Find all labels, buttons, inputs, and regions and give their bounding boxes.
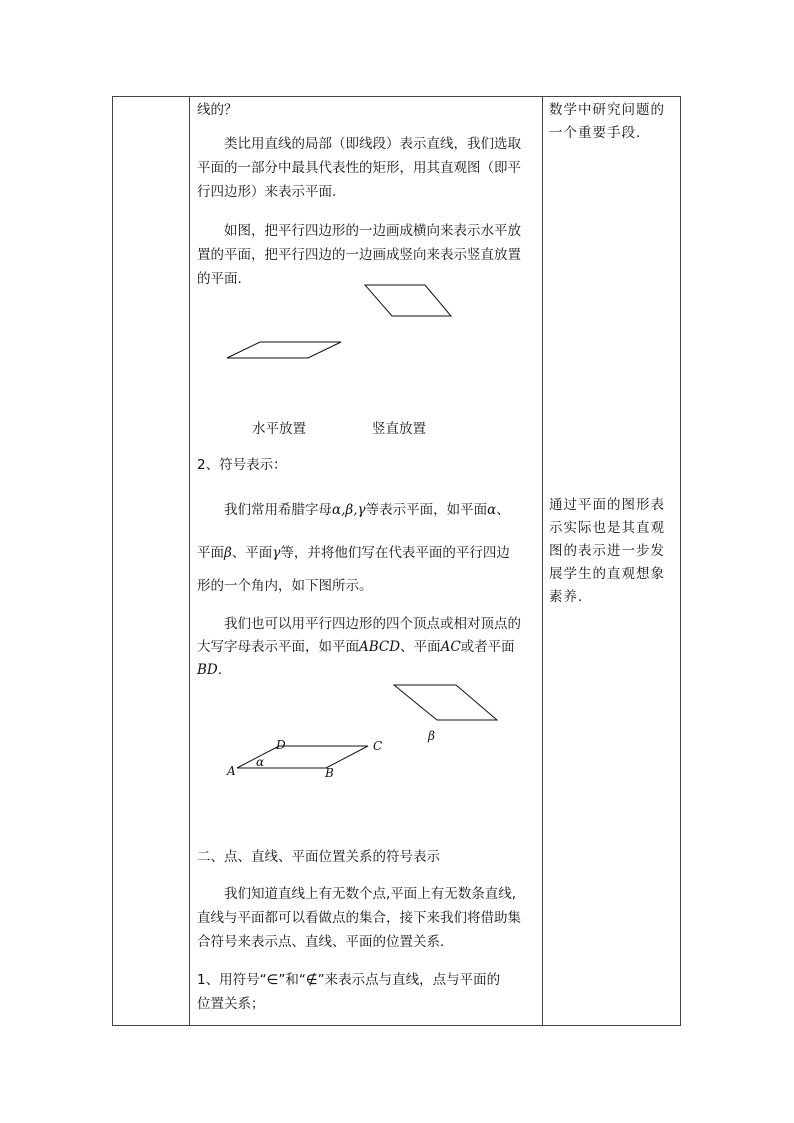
heading-section-2: 二、点、直线、平面位置关系的符号表示 (197, 849, 440, 865)
note2-line5: 素养. (549, 589, 584, 605)
plane-ac: AC (440, 639, 461, 655)
parallelogram-beta (394, 685, 497, 720)
note2-line3: 图的表示进一步发 (549, 543, 665, 559)
para3-l2-text-b: 、平面 (231, 545, 273, 561)
label-alpha: α (256, 755, 265, 769)
plane-abcd: ABCD (359, 639, 401, 655)
parallelogram-vertical-top (365, 285, 451, 316)
para2-line1: 如图，把平行四边形的一边画成横向来表示水平放 (224, 223, 521, 239)
para2-line2: 置的平面，把平行四边的一边画成竖向来表示竖直放置 (197, 247, 521, 263)
para5-line1: 我们知道直线上有无数个点,平面上有无数条直线, (224, 886, 517, 902)
note2-line2: 示实际也是其直观 (549, 520, 665, 536)
para3-text-b: 等表示平面，如平面 (365, 502, 488, 518)
heading-symbol-notation: 2、符号表示： (197, 457, 287, 473)
para5-line3: 合符号来表示点、直线、平面的位置关系. (197, 934, 445, 950)
para1-line2: 平面的一部分中最具代表性的矩形，用其直观图（即平 (197, 160, 521, 176)
para3-text-a: 我们常用希腊字母 (224, 502, 332, 518)
para3-l2-text-c: 等，并将他们写在代表平面的平行四边 (280, 545, 510, 561)
item1-line1: 1、用符号“∈”和“∉”来表示点与直线，点与平面的 (197, 972, 501, 988)
greek-letters: α,β,γ (332, 502, 366, 518)
plane-gamma-symbol: γ (272, 545, 281, 561)
label-c: C (373, 739, 383, 753)
para4-text-c: 或者平面 (460, 639, 515, 655)
para4-line1: 我们也可以用平行四边形的四个顶点或相对顶点的 (224, 616, 521, 632)
plane-bd: BD (197, 662, 218, 678)
para2-line3: 的平面. (197, 271, 242, 287)
label-a: A (227, 764, 236, 778)
para3-text-c: 、 (496, 502, 510, 518)
para4-text-a: 大写字母表示平面，如平面 (197, 639, 359, 655)
para4-period: . (217, 662, 223, 678)
text-line-intro: 线的？ (197, 102, 238, 118)
para1-line3: 行四边形）来表示平面. (197, 184, 337, 200)
para5-line2: 直线与平面都可以看做点的集合，接下来我们将借助集 (197, 910, 521, 926)
parallelogram-horizontal (227, 342, 341, 358)
plane-beta-symbol: β (224, 545, 232, 561)
note1-line1: 数学中研究问题的 (549, 102, 665, 118)
caption-horizontal: 水平放置 (252, 421, 306, 437)
plane-alpha-symbol: α (487, 502, 497, 518)
label-beta: β (428, 729, 435, 743)
para3-l2-text-a: 平面 (197, 545, 224, 561)
caption-vertical: 竖直放置 (372, 421, 426, 437)
note1-line2: 一个重要手段. (549, 125, 642, 141)
para1-line1: 类比用直线的局部（即线段）表示直线，我们选取 (224, 136, 521, 152)
para4-text-b: 、平面 (400, 639, 441, 655)
item1-line2: 位置关系； (197, 996, 265, 1012)
para3-line3: 形的一个角内，如下图所示。 (197, 578, 373, 594)
note2-line1: 通过平面的图形表 (549, 497, 665, 513)
label-b: B (325, 766, 334, 780)
label-d: D (276, 738, 286, 752)
note2-line4: 展学生的直观想象 (549, 566, 665, 582)
